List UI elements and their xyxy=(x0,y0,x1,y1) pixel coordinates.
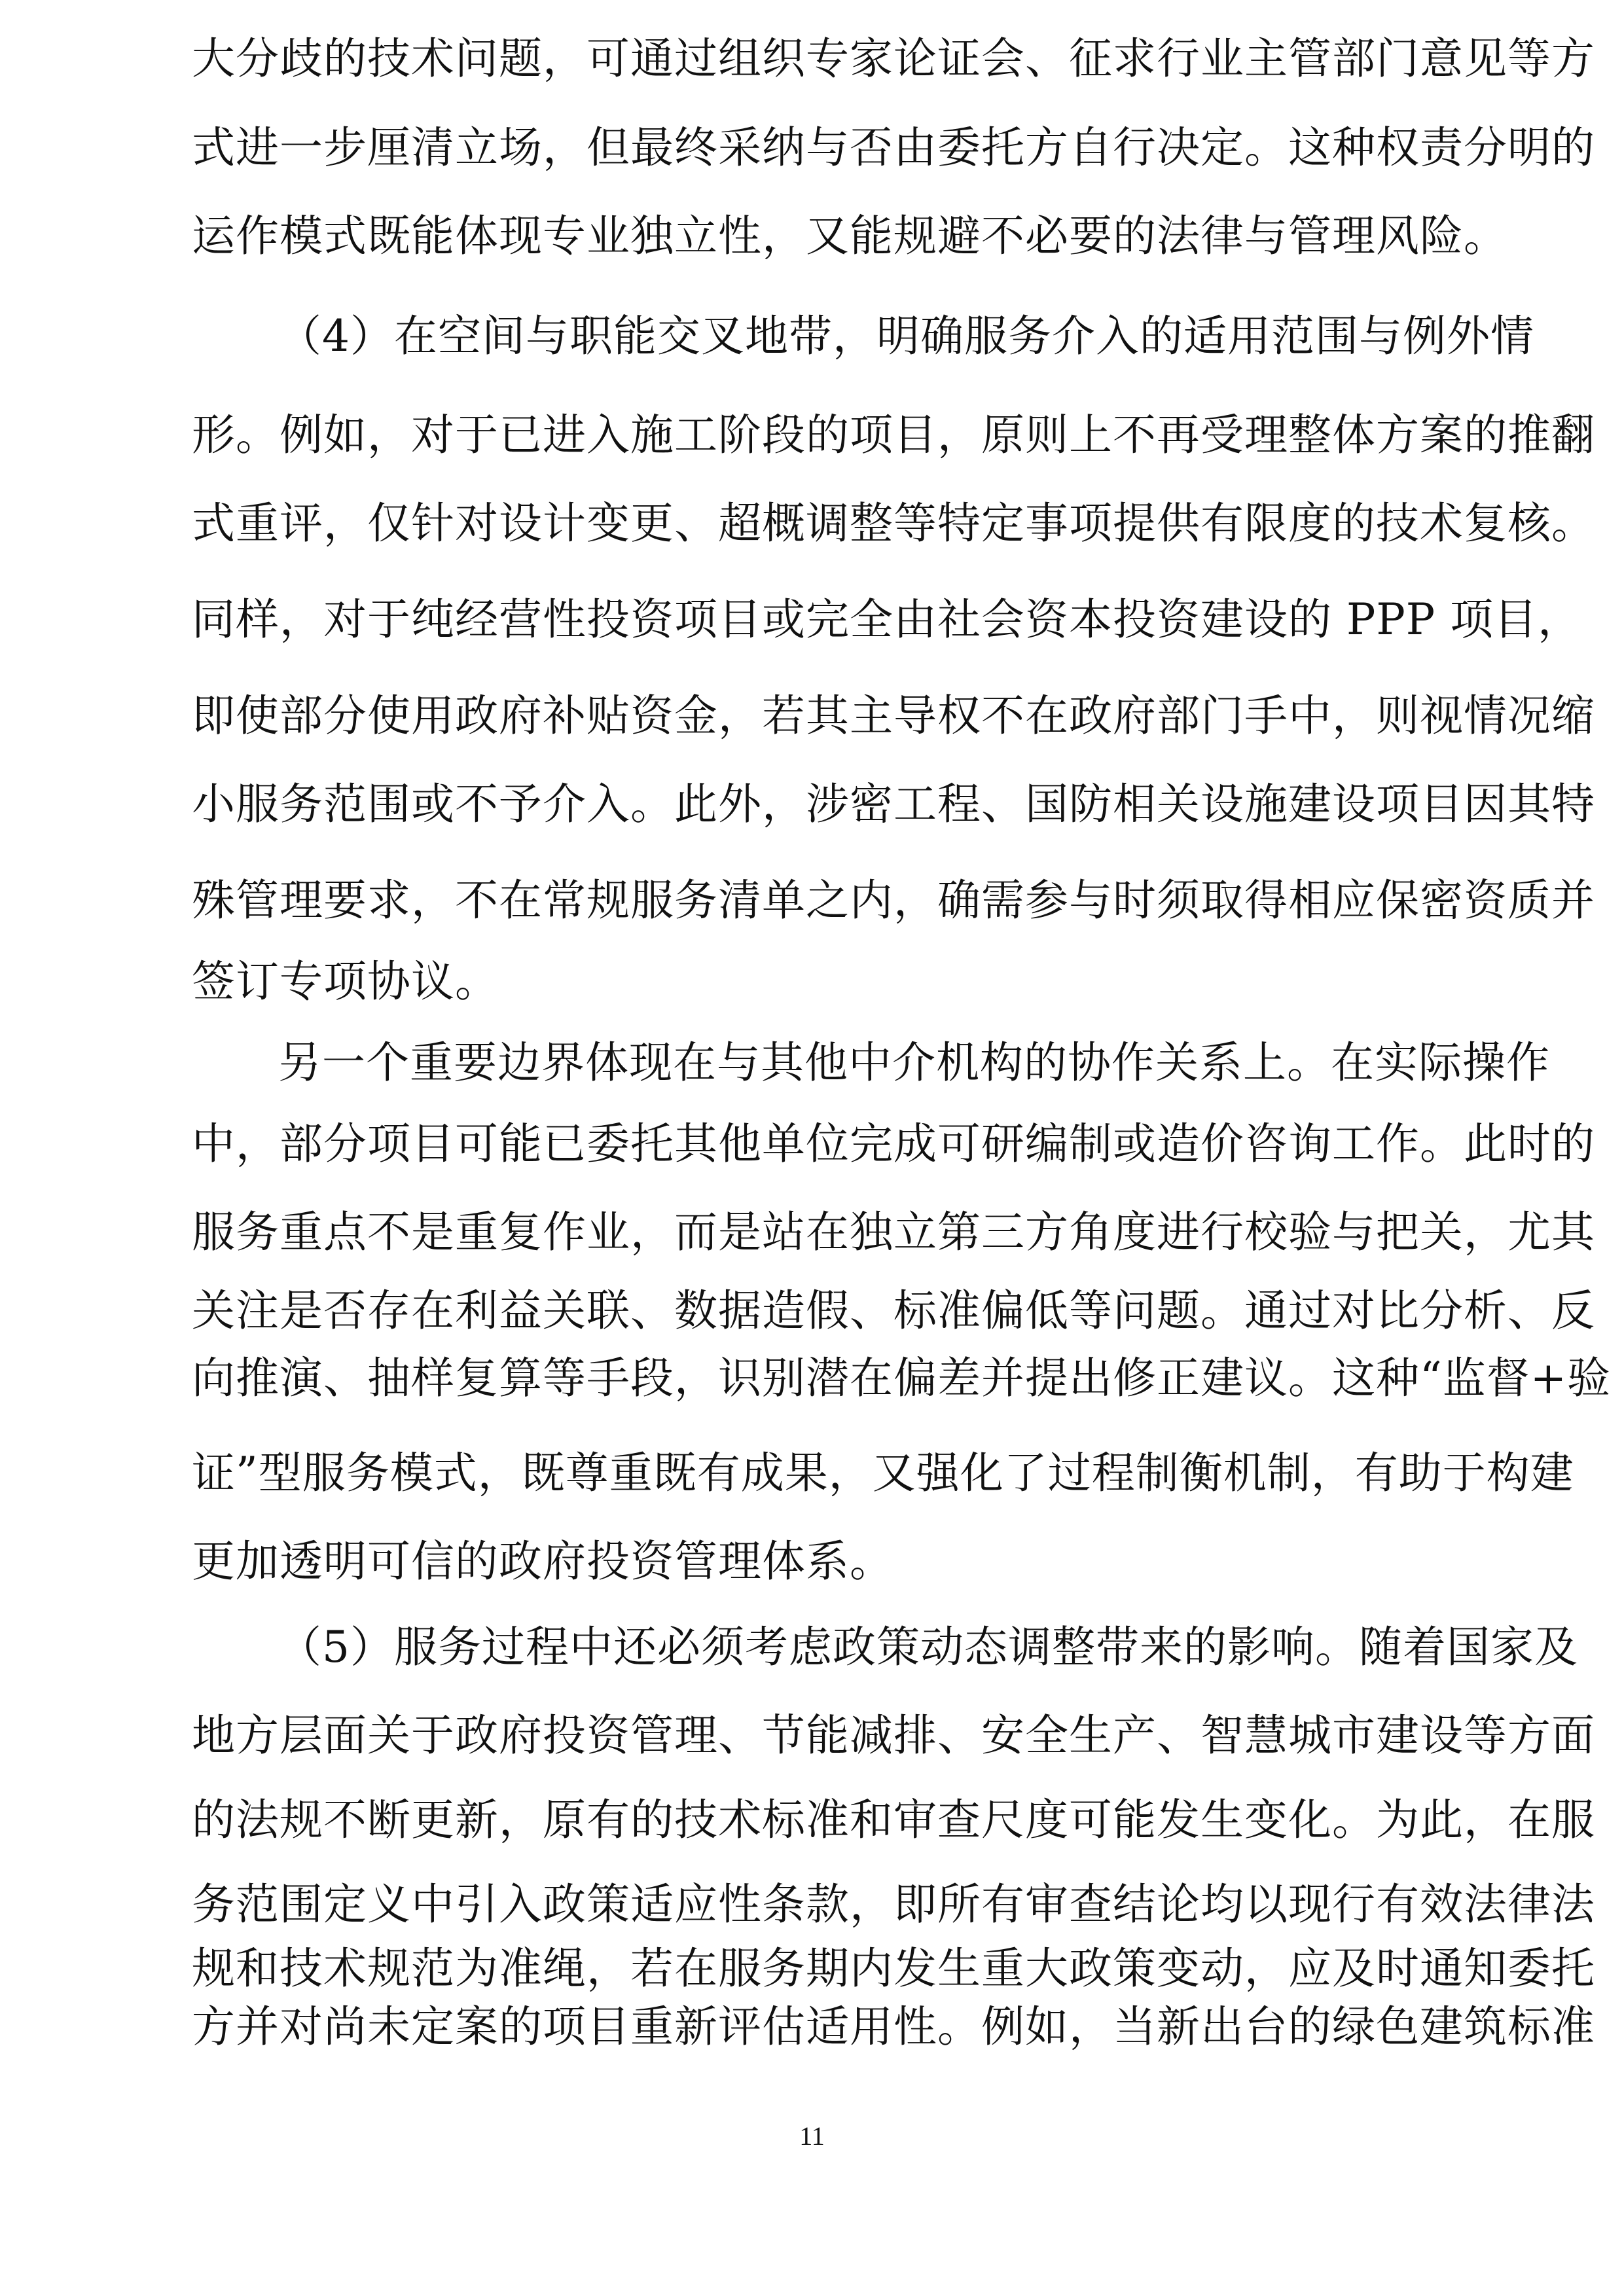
text-line: 另一个重要边界体现在与其他中介机构的协作关系上。在实际操作 xyxy=(278,1037,1550,1088)
text-line: 更加透明可信的政府投资管理体系。 xyxy=(192,1536,893,1587)
text-line: （5）服务过程中还必须考虑政策动态调整带来的影响。随着国家及 xyxy=(278,1622,1578,1672)
text-line: 的法规不断更新，原有的技术标准和审查尺度可能发生变化。为此，在服 xyxy=(192,1795,1595,1845)
text-line: 方并对尚未定案的项目重新评估适用性。例如，当新出台的绿色建筑标准 xyxy=(192,2001,1595,2052)
text-line: 向推演、抽样复算等手段，识别潜在偏差并提出修正建议。这种“监督+验 xyxy=(192,1353,1612,1403)
text-line: （4）在空间与职能交叉地带，明确服务介入的适用范围与例外情 xyxy=(278,311,1534,361)
page-number: 11 xyxy=(799,2121,825,2151)
text-line: 规和技术规范为准绳，若在服务期内发生重大政策变动，应及时通知委托 xyxy=(192,1943,1595,1994)
text-line: 大分歧的技术问题，可通过组织专家论证会、征求行业主管部门意见等方 xyxy=(192,33,1595,84)
text-line: 式进一步厘清立场，但最终采纳与否由委托方自行决定。这种权责分明的 xyxy=(192,122,1595,173)
text-line: 殊管理要求，不在常规服务清单之内，确需参与时须取得相应保密资质并 xyxy=(192,875,1595,925)
text-line: 运作模式既能体现专业独立性，又能规避不必要的法律与管理风险。 xyxy=(192,211,1507,261)
text-line: 地方层面关于政府投资管理、节能减排、安全生产、智慧城市建设等方面 xyxy=(192,1710,1595,1761)
text-line: 关注是否存在利益关联、数据造假、标准偏低等问题。通过对比分析、反 xyxy=(192,1285,1595,1336)
text-line: 同样，对于纯经营性投资项目或完全由社会资本投资建设的 PPP 项目， xyxy=(192,594,1582,645)
text-line: 签订专项协议。 xyxy=(192,956,499,1007)
text-line: 证”型服务模式，既尊重既有成果，又强化了过程制衡机制，有助于构建 xyxy=(192,1448,1574,1498)
text-line: 中，部分项目可能已委托其他单位完成可研编制或造价咨询工作。此时的 xyxy=(192,1119,1595,1169)
text-line: 式重评，仅针对设计变更、超概调整等特定事项提供有限度的技术复核。 xyxy=(192,498,1595,548)
text-line: 形。例如，对于已进入施工阶段的项目，原则上不再受理整体方案的推翻 xyxy=(192,410,1595,460)
text-line: 务范围定义中引入政策适应性条款，即所有审查结论均以现行有效法律法 xyxy=(192,1879,1595,1929)
text-line: 小服务范围或不予介入。此外，涉密工程、国防相关设施建设项目因其特 xyxy=(192,779,1595,829)
text-line: 即使部分使用政府补贴资金，若其主导权不在政府部门手中，则视情况缩 xyxy=(192,691,1595,741)
text-line: 服务重点不是重复作业，而是站在独立第三方角度进行校验与把关，尤其 xyxy=(192,1207,1595,1257)
